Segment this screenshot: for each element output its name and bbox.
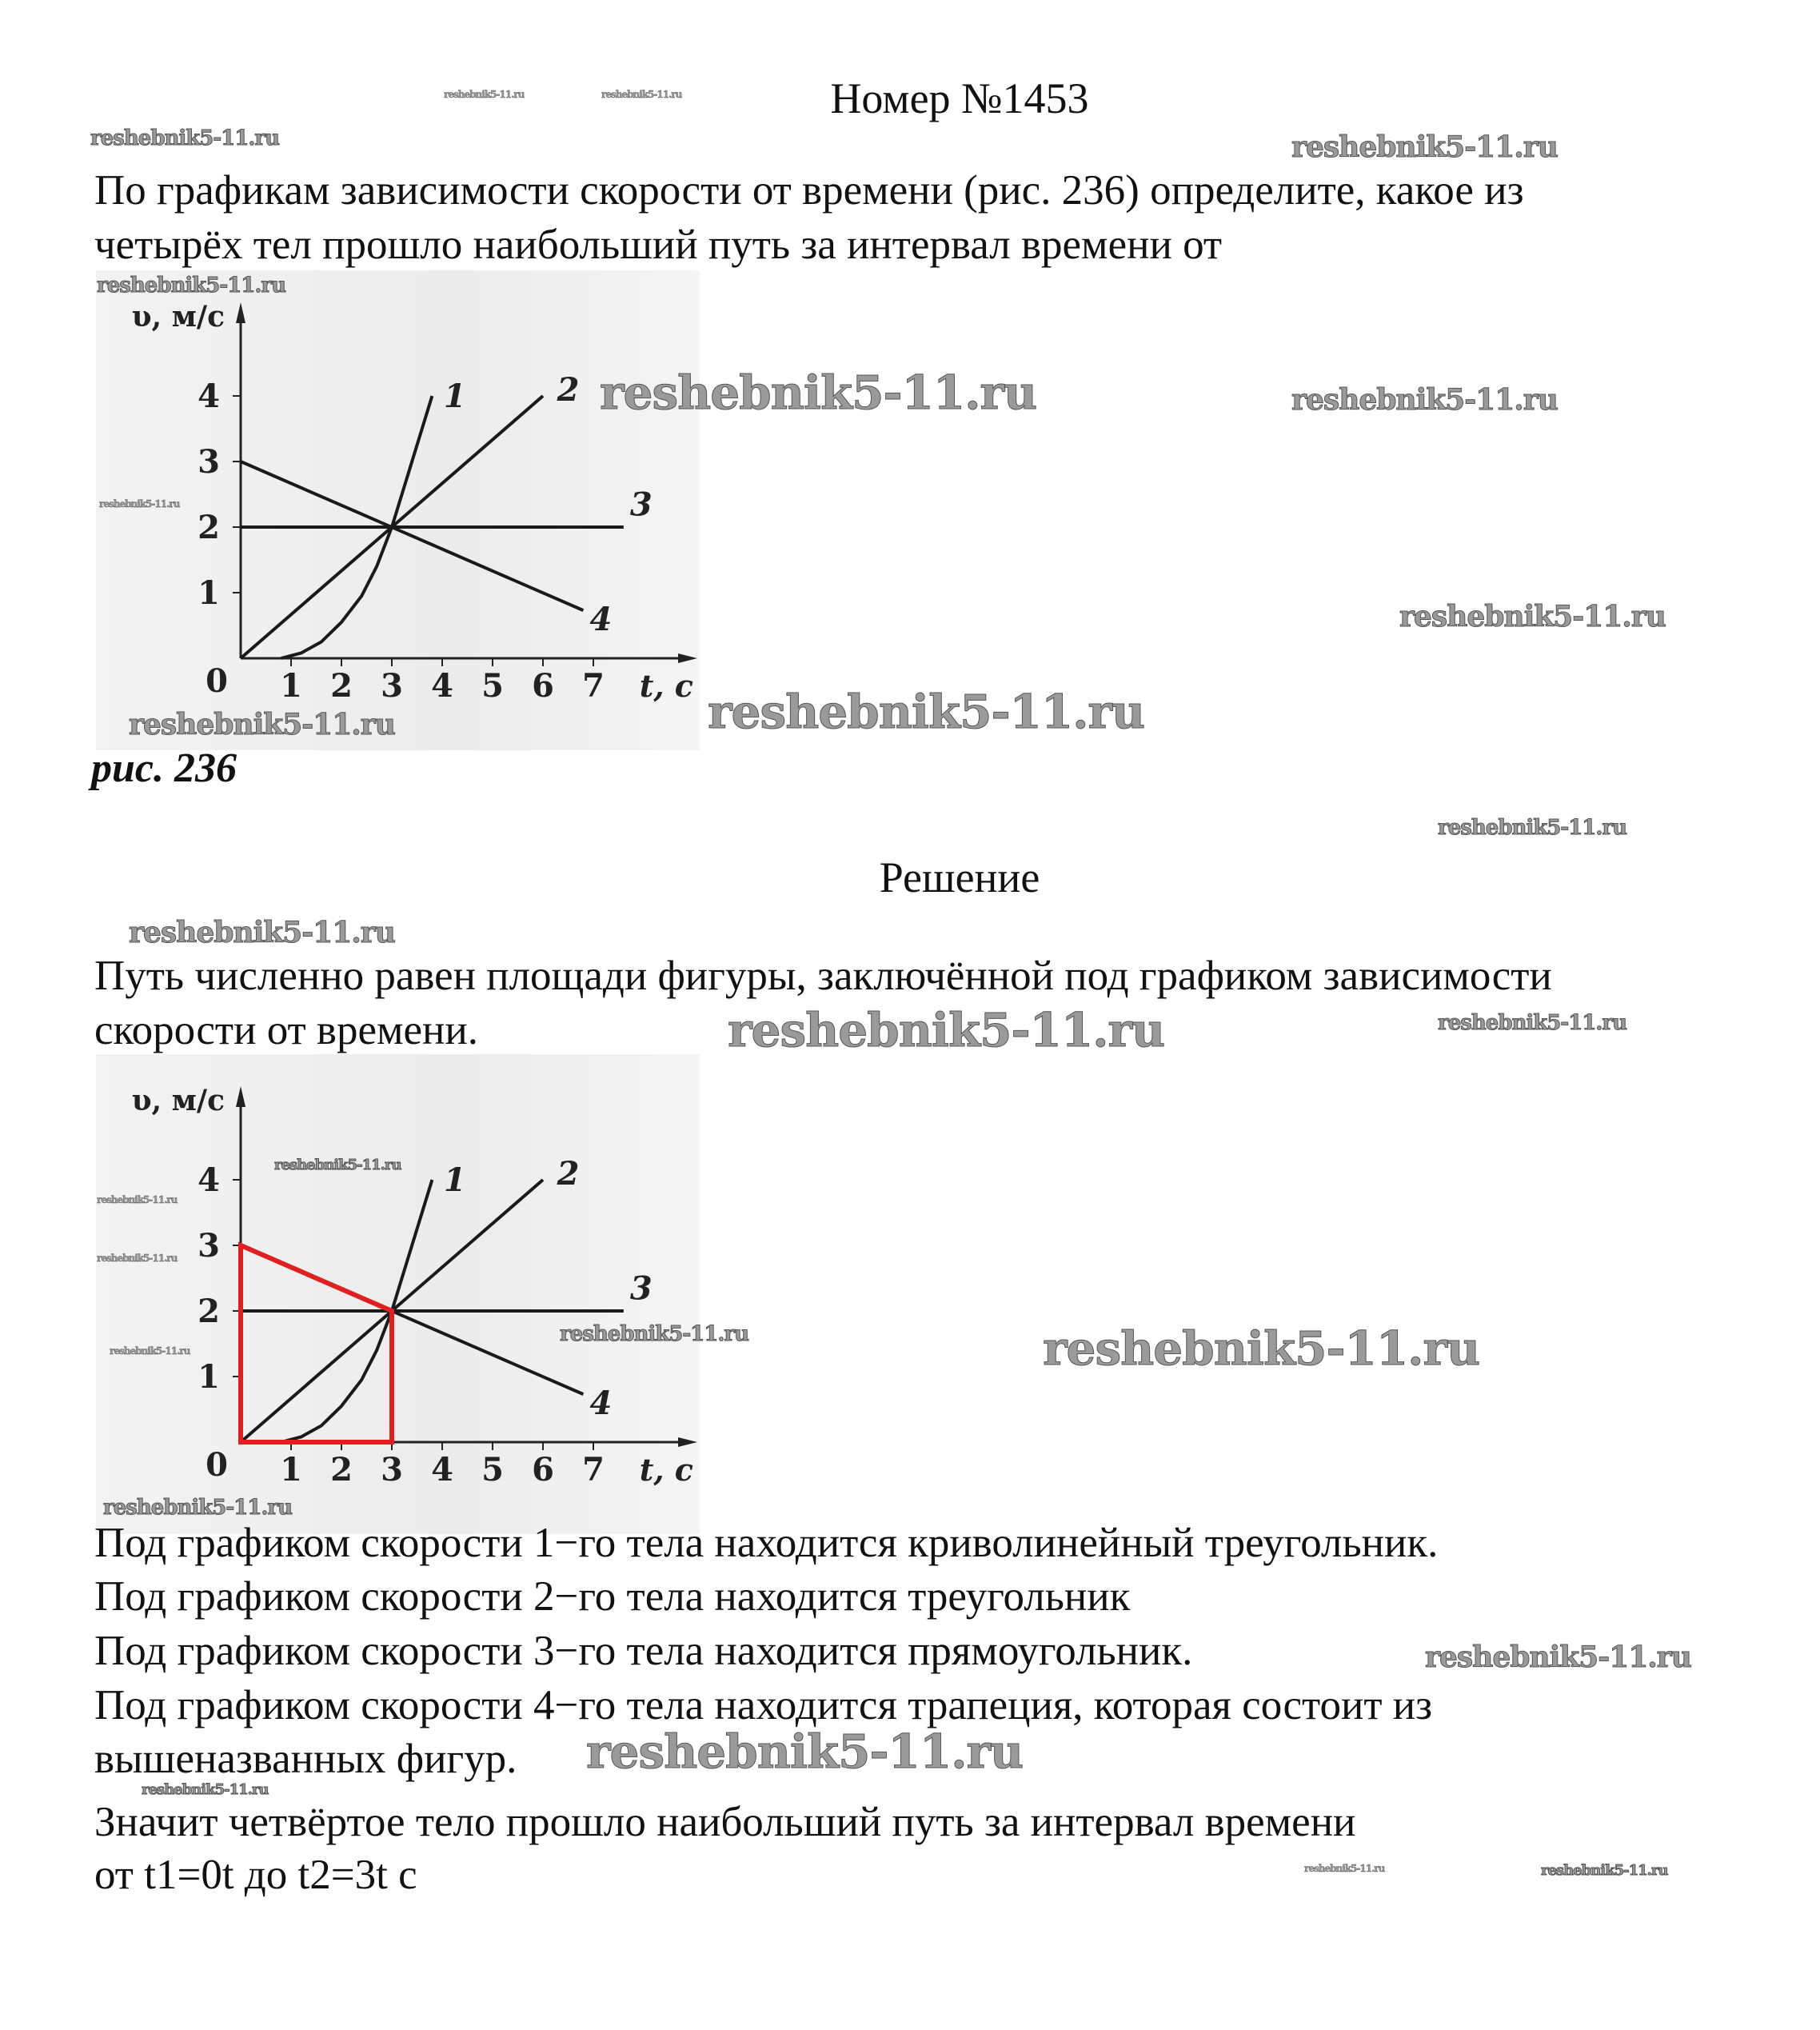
watermark: reshebnik5-11.ru (97, 1194, 178, 1205)
watermark: reshebnik5-11.ru (1438, 816, 1627, 840)
graph-svg (96, 1054, 700, 1534)
y-tick-label: 1 (198, 1358, 220, 1396)
series-label-3: 3 (629, 1269, 653, 1308)
watermark: reshebnik5-11.ru (1438, 1011, 1627, 1035)
figure-caption: рис. 236 (91, 745, 237, 791)
y-axis-arrow (236, 1086, 245, 1107)
watermark: reshebnik5-11.ru (1425, 1640, 1691, 1674)
solution-line: Значит четвёртое тело прошло наибольший путь за интервал времени (94, 1799, 1356, 1845)
watermark: reshebnik5-11.ru (444, 89, 525, 100)
x-tick-label: 5 (481, 667, 504, 705)
x-tick-label: 1 (280, 1451, 302, 1489)
watermark: reshebnik5-11.ru (586, 1724, 1024, 1779)
watermark: reshebnik5-11.ru (601, 89, 682, 100)
watermark: reshebnik5-11.ru (1399, 600, 1666, 633)
y-tick-label: 2 (198, 509, 220, 546)
y-tick-label: 4 (198, 378, 220, 415)
y-axis-label: υ, м/с (131, 1084, 225, 1117)
watermark: reshebnik5-11.ru (1541, 1862, 1668, 1879)
watermark: reshebnik5-11.ru (97, 274, 286, 298)
page-title: Номер №1453 (830, 74, 1089, 122)
series-label-4: 4 (589, 1384, 613, 1422)
series-label-3: 3 (629, 486, 653, 524)
graph-svg (96, 270, 700, 750)
velocity-time-graph-highlighted (96, 1054, 700, 1534)
solution-intro-line: Путь численно равен площади фигуры, заключённой под графиком зависимости (94, 953, 1552, 999)
watermark: reshebnik5-11.ru (1304, 1863, 1385, 1874)
x-tick-label: 7 (582, 667, 605, 705)
origin-label: 0 (206, 662, 228, 700)
solution-intro-line: скорости от времени. (94, 1007, 479, 1053)
velocity-time-graph (96, 270, 700, 750)
problem-text-line: четырёх тел прошло наибольший путь за интервал времени от (94, 222, 1223, 268)
series-label-1: 1 (443, 1161, 466, 1199)
x-axis-arrow (678, 653, 697, 663)
solution-line: от t1=0t до t2=3t с (94, 1852, 417, 1898)
series-label-2: 2 (557, 370, 580, 409)
x-tick-label: 2 (330, 1451, 353, 1489)
solution-line: Под графиком скорости 4−го тела находится трапеция, которая состоит из (94, 1682, 1433, 1728)
y-axis-arrow (236, 302, 245, 323)
origin-label: 0 (206, 1446, 228, 1484)
watermark: reshebnik5-11.ru (1291, 130, 1558, 164)
x-axis-label: t, c (639, 1452, 693, 1488)
y-tick-label: 1 (198, 574, 220, 612)
watermark: reshebnik5-11.ru (274, 1157, 401, 1173)
x-axis-arrow (678, 1437, 697, 1447)
y-axis-label: υ, м/с (131, 300, 225, 334)
x-tick-label: 6 (532, 667, 554, 705)
solution-line: вышеназванных фигур. (94, 1736, 517, 1782)
solution-line: Под графиком скорости 1−го тела находится криволинейный треугольник. (94, 1520, 1439, 1566)
x-tick-label: 3 (381, 667, 403, 705)
y-tick-label: 2 (198, 1293, 220, 1330)
watermark: reshebnik5-11.ru (103, 1496, 293, 1520)
series-label-1: 1 (443, 378, 466, 415)
x-tick-label: 3 (381, 1451, 403, 1489)
solution-heading: Решение (879, 853, 1040, 901)
solution-line: Под графиком скорости 2−го тела находится треугольник (94, 1573, 1131, 1620)
series-line-4 (241, 462, 583, 610)
x-tick-label: 6 (532, 1451, 554, 1489)
watermark: reshebnik5-11.ru (90, 126, 280, 150)
watermark: reshebnik5-11.ru (1291, 383, 1558, 417)
watermark: reshebnik5-11.ru (728, 1003, 1165, 1057)
y-tick-label: 3 (198, 443, 220, 481)
series-label-2: 2 (557, 1154, 580, 1193)
y-tick-label: 3 (198, 1227, 220, 1265)
problem-text-line: По графикам зависимости скорости от времени (рис. 236) определите, какое из (94, 167, 1524, 214)
x-tick-label: 4 (431, 1451, 453, 1489)
highlight-trapezoid (241, 1245, 392, 1442)
watermark: reshebnik5-11.ru (97, 1253, 178, 1264)
watermark: reshebnik5-11.ru (1043, 1321, 1480, 1376)
x-tick-label: 5 (481, 1451, 504, 1489)
watermark: reshebnik5-11.ru (129, 916, 395, 949)
x-tick-label: 4 (431, 667, 453, 705)
y-tick-label: 4 (198, 1161, 220, 1199)
x-tick-label: 2 (330, 667, 353, 705)
watermark: reshebnik5-11.ru (110, 1345, 190, 1357)
watermark: reshebnik5-11.ru (129, 708, 395, 741)
watermark: reshebnik5-11.ru (600, 366, 1037, 420)
watermark: reshebnik5-11.ru (142, 1781, 269, 1798)
solution-line: Под графиком скорости 3−го тела находится прямоугольник. (94, 1628, 1193, 1674)
watermark: reshebnik5-11.ru (99, 498, 180, 509)
x-axis-label: t, c (639, 668, 693, 704)
watermark: reshebnik5-11.ru (708, 685, 1145, 739)
x-tick-label: 7 (582, 1451, 605, 1489)
x-tick-label: 1 (280, 667, 302, 705)
series-label-4: 4 (589, 600, 613, 638)
watermark: reshebnik5-11.ru (560, 1322, 749, 1346)
